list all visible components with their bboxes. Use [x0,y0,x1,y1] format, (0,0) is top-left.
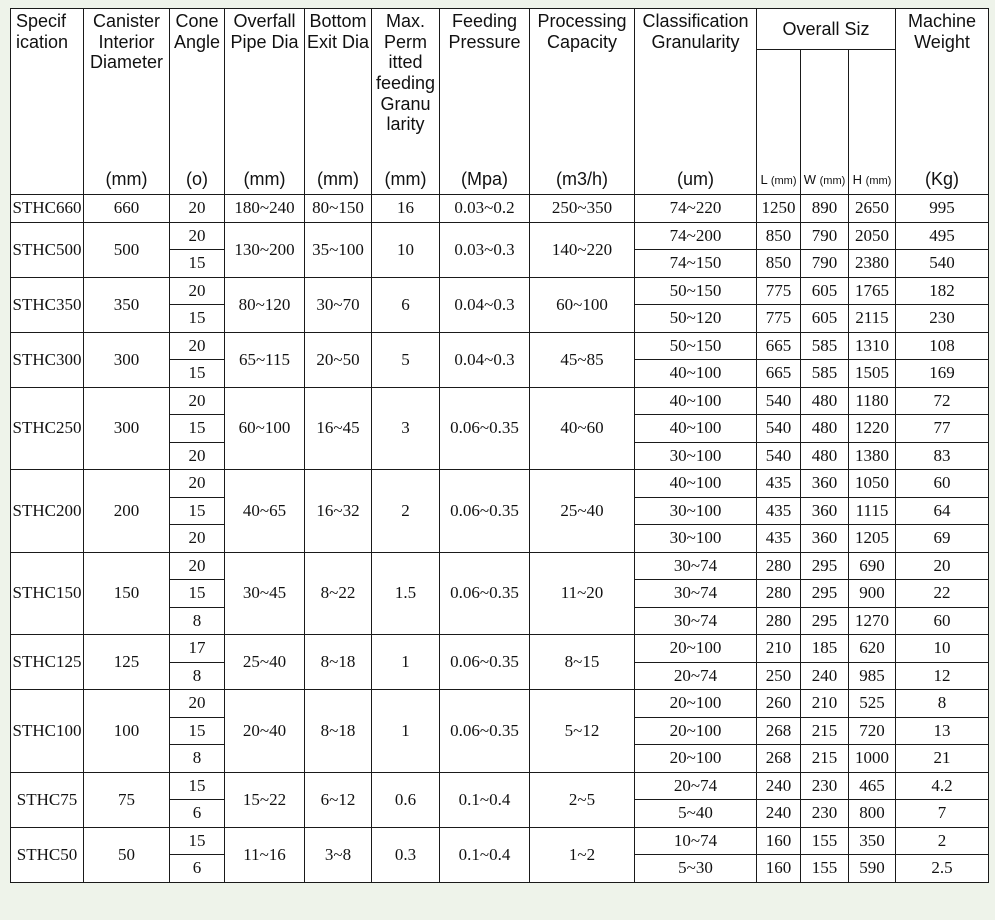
classification-granularity-cell: 40~100 [635,387,757,415]
max-granularity-cell: 2 [372,470,440,553]
overfall-pipe-cell: 180~240 [225,195,305,223]
feeding-pressure-cell: 0.06~0.35 [440,387,530,470]
bottom-exit-cell: 20~50 [305,332,372,387]
width-cell: 210 [801,690,849,718]
height-cell: 1380 [849,442,896,470]
width-cell: 215 [801,717,849,745]
height-cell: 690 [849,552,896,580]
header-specification [11,9,84,195]
header-unit: (um) [677,169,714,190]
machine-weight-cell: 108 [896,332,989,360]
width-cell: 295 [801,607,849,635]
processing-capacity-cell: 250~350 [530,195,635,223]
header-width [801,50,849,195]
header-overall-size: Overall Siz [757,9,896,50]
classification-granularity-cell: 74~220 [635,195,757,223]
width-cell: 155 [801,827,849,855]
dim-label: W [803,172,816,188]
overfall-pipe-cell: 60~100 [225,387,305,470]
machine-weight-cell: 60 [896,470,989,498]
dim-label: H [852,172,863,188]
length-cell: 435 [757,525,801,553]
length-cell: 665 [757,360,801,388]
height-cell: 1270 [849,607,896,635]
canister-diameter-cell: 350 [84,277,170,332]
length-cell: 268 [757,717,801,745]
machine-weight-cell: 230 [896,305,989,333]
length-cell: 435 [757,497,801,525]
max-granularity-cell: 0.6 [372,772,440,827]
dim-unit: (mm) [865,175,892,188]
height-cell: 800 [849,800,896,828]
bottom-exit-cell: 16~32 [305,470,372,553]
classification-granularity-cell: 20~100 [635,745,757,773]
length-cell: 250 [757,662,801,690]
processing-capacity-cell: 25~40 [530,470,635,553]
classification-granularity-cell: 20~74 [635,662,757,690]
header-overfall-pipe-dia [225,9,305,195]
bottom-exit-cell: 8~18 [305,690,372,773]
feeding-pressure-cell: 0.03~0.3 [440,222,530,277]
cone-angle-cell: 15 [170,772,225,800]
machine-weight-cell: 995 [896,195,989,223]
cone-angle-cell: 15 [170,250,225,278]
header-unit: (mm) [105,169,148,190]
height-cell: 2380 [849,250,896,278]
height-cell: 900 [849,580,896,608]
feeding-pressure-cell: 0.04~0.3 [440,277,530,332]
classification-granularity-cell: 5~40 [635,800,757,828]
max-granularity-cell: 1 [372,690,440,773]
canister-diameter-cell: 50 [84,827,170,882]
spec-cell: STHC660 [11,195,84,223]
classification-granularity-cell: 30~100 [635,497,757,525]
classification-granularity-cell: 30~74 [635,552,757,580]
cone-angle-cell: 20 [170,470,225,498]
overfall-pipe-cell: 65~115 [225,332,305,387]
cone-angle-cell: 15 [170,580,225,608]
spec-cell: STHC75 [11,772,84,827]
header-unit: (mm) [317,169,359,190]
length-cell: 775 [757,305,801,333]
header-unit: (Mpa) [460,169,508,190]
canister-diameter-cell: 300 [84,387,170,470]
processing-capacity-cell: 2~5 [530,772,635,827]
overfall-pipe-cell: 40~65 [225,470,305,553]
width-cell: 230 [801,772,849,800]
classification-granularity-cell: 10~74 [635,827,757,855]
height-cell: 1765 [849,277,896,305]
header-title: Canister Interior Diameter [89,11,164,73]
header-max-granularity [372,9,440,195]
machine-weight-cell: 21 [896,745,989,773]
feeding-pressure-cell: 0.04~0.3 [440,332,530,387]
header-title: Cone Angle [173,11,221,52]
table-row [11,195,989,223]
header-unit: (Kg) [924,169,959,190]
classification-granularity-cell: 74~200 [635,222,757,250]
header-length [757,50,801,195]
bottom-exit-cell: 3~8 [305,827,372,882]
length-cell: 1250 [757,195,801,223]
header-title: Max. Perm itted feeding Granu larity [375,11,436,135]
height-cell: 1505 [849,360,896,388]
bottom-exit-cell: 8~22 [305,552,372,635]
height-cell: 2650 [849,195,896,223]
header-title: Feeding Pressure [448,11,521,52]
cone-angle-cell: 20 [170,222,225,250]
header-unit: (o) [186,169,208,190]
length-cell: 665 [757,332,801,360]
width-cell: 295 [801,580,849,608]
max-granularity-cell: 16 [372,195,440,223]
spec-cell: STHC350 [11,277,84,332]
spec-cell: STHC300 [11,332,84,387]
height-cell: 350 [849,827,896,855]
header-title: Processing Capacity [537,11,627,52]
width-cell: 605 [801,305,849,333]
length-cell: 280 [757,580,801,608]
spec-cell: STHC250 [11,387,84,470]
classification-granularity-cell: 30~100 [635,442,757,470]
height-cell: 1000 [849,745,896,773]
cone-angle-cell: 15 [170,305,225,333]
feeding-pressure-cell: 0.06~0.35 [440,552,530,635]
height-cell: 2115 [849,305,896,333]
table-row [11,827,989,855]
cone-angle-cell: 20 [170,332,225,360]
feeding-pressure-cell: 0.06~0.35 [440,635,530,690]
height-cell: 1205 [849,525,896,553]
width-cell: 360 [801,470,849,498]
cone-angle-cell: 20 [170,552,225,580]
machine-weight-cell: 4.2 [896,772,989,800]
bottom-exit-cell: 80~150 [305,195,372,223]
length-cell: 435 [757,470,801,498]
overfall-pipe-cell: 25~40 [225,635,305,690]
max-granularity-cell: 0.3 [372,827,440,882]
machine-weight-cell: 540 [896,250,989,278]
width-cell: 585 [801,332,849,360]
classification-granularity-cell: 40~100 [635,470,757,498]
cone-angle-cell: 15 [170,415,225,443]
height-cell: 985 [849,662,896,690]
classification-granularity-cell: 50~120 [635,305,757,333]
length-cell: 268 [757,745,801,773]
header-feeding-pressure [440,9,530,195]
overfall-pipe-cell: 20~40 [225,690,305,773]
classification-granularity-cell: 50~150 [635,332,757,360]
canister-diameter-cell: 660 [84,195,170,223]
cone-angle-cell: 20 [170,525,225,553]
table-row [11,470,989,498]
height-cell: 1050 [849,470,896,498]
canister-diameter-cell: 125 [84,635,170,690]
machine-weight-cell: 83 [896,442,989,470]
width-cell: 360 [801,497,849,525]
header-unit: (mm) [243,169,286,190]
canister-diameter-cell: 500 [84,222,170,277]
processing-capacity-cell: 5~12 [530,690,635,773]
max-granularity-cell: 6 [372,277,440,332]
spec-cell: STHC200 [11,470,84,553]
overfall-pipe-cell: 15~22 [225,772,305,827]
length-cell: 210 [757,635,801,663]
spec-table-body [11,195,989,883]
processing-capacity-cell: 60~100 [530,277,635,332]
max-granularity-cell: 5 [372,332,440,387]
header-processing-capacity [530,9,635,195]
header-title: Specif ication [16,11,69,52]
length-cell: 280 [757,607,801,635]
spec-table [10,8,989,883]
height-cell: 1220 [849,415,896,443]
classification-granularity-cell: 40~100 [635,360,757,388]
length-cell: 160 [757,855,801,883]
canister-diameter-cell: 150 [84,552,170,635]
bottom-exit-cell: 30~70 [305,277,372,332]
header-title: Bottom Exit Dia [306,11,369,52]
cone-angle-cell: 6 [170,855,225,883]
header-classification-granularity [635,9,757,195]
machine-weight-cell: 60 [896,607,989,635]
cone-angle-cell: 17 [170,635,225,663]
dim-unit: (mm) [819,175,846,188]
width-cell: 360 [801,525,849,553]
spec-cell: STHC500 [11,222,84,277]
spec-cell: STHC125 [11,635,84,690]
machine-weight-cell: 10 [896,635,989,663]
width-cell: 295 [801,552,849,580]
machine-weight-cell: 2 [896,827,989,855]
length-cell: 280 [757,552,801,580]
table-row [11,552,989,580]
classification-granularity-cell: 30~74 [635,607,757,635]
classification-granularity-cell: 5~30 [635,855,757,883]
dim-label: L [760,172,768,188]
length-cell: 850 [757,250,801,278]
machine-weight-cell: 13 [896,717,989,745]
classification-granularity-cell: 30~100 [635,525,757,553]
classification-granularity-cell: 74~150 [635,250,757,278]
classification-granularity-cell: 20~74 [635,772,757,800]
width-cell: 790 [801,222,849,250]
feeding-pressure-cell: 0.03~0.2 [440,195,530,223]
length-cell: 240 [757,800,801,828]
header-cone-angle [170,9,225,195]
machine-weight-cell: 69 [896,525,989,553]
cone-angle-cell: 20 [170,195,225,223]
machine-weight-cell: 22 [896,580,989,608]
cone-angle-cell: 20 [170,690,225,718]
height-cell: 2050 [849,222,896,250]
width-cell: 480 [801,387,849,415]
machine-weight-cell: 72 [896,387,989,415]
classification-granularity-cell: 20~100 [635,635,757,663]
table-row [11,772,989,800]
table-row [11,332,989,360]
feeding-pressure-cell: 0.06~0.35 [440,470,530,553]
max-granularity-cell: 10 [372,222,440,277]
bottom-exit-cell: 6~12 [305,772,372,827]
header-unit: (m3/h) [555,169,608,190]
processing-capacity-cell: 11~20 [530,552,635,635]
bottom-exit-cell: 16~45 [305,387,372,470]
header-title: Classification Granularity [642,11,749,52]
cone-angle-cell: 8 [170,607,225,635]
machine-weight-cell: 77 [896,415,989,443]
spec-cell: STHC150 [11,552,84,635]
feeding-pressure-cell: 0.1~0.4 [440,772,530,827]
processing-capacity-cell: 140~220 [530,222,635,277]
max-granularity-cell: 1 [372,635,440,690]
cone-angle-cell: 8 [170,745,225,773]
canister-diameter-cell: 200 [84,470,170,553]
spec-cell: STHC50 [11,827,84,882]
overfall-pipe-cell: 30~45 [225,552,305,635]
height-cell: 525 [849,690,896,718]
cone-angle-cell: 15 [170,717,225,745]
machine-weight-cell: 182 [896,277,989,305]
height-cell: 590 [849,855,896,883]
width-cell: 230 [801,800,849,828]
cone-angle-cell: 20 [170,442,225,470]
overfall-pipe-cell: 130~200 [225,222,305,277]
header-canister-diameter [84,9,170,195]
height-cell: 1115 [849,497,896,525]
width-cell: 240 [801,662,849,690]
canister-diameter-cell: 75 [84,772,170,827]
header-height [849,50,896,195]
machine-weight-cell: 64 [896,497,989,525]
header-machine-weight [896,9,989,195]
width-cell: 790 [801,250,849,278]
height-cell: 620 [849,635,896,663]
machine-weight-cell: 12 [896,662,989,690]
width-cell: 215 [801,745,849,773]
bottom-exit-cell: 35~100 [305,222,372,277]
machine-weight-cell: 7 [896,800,989,828]
feeding-pressure-cell: 0.06~0.35 [440,690,530,773]
length-cell: 540 [757,387,801,415]
machine-weight-cell: 2.5 [896,855,989,883]
width-cell: 605 [801,277,849,305]
header-unit: (mm) [384,169,427,190]
processing-capacity-cell: 40~60 [530,387,635,470]
table-row [11,387,989,415]
classification-granularity-cell: 20~100 [635,690,757,718]
spec-cell: STHC100 [11,690,84,773]
classification-granularity-cell: 50~150 [635,277,757,305]
length-cell: 240 [757,772,801,800]
cone-angle-cell: 20 [170,277,225,305]
table-row [11,222,989,250]
width-cell: 155 [801,855,849,883]
canister-diameter-cell: 300 [84,332,170,387]
height-cell: 1310 [849,332,896,360]
overfall-pipe-cell: 11~16 [225,827,305,882]
length-cell: 540 [757,442,801,470]
length-cell: 160 [757,827,801,855]
length-cell: 850 [757,222,801,250]
machine-weight-cell: 8 [896,690,989,718]
machine-weight-cell: 169 [896,360,989,388]
header-title: Machine Weight [907,11,977,52]
machine-weight-cell: 20 [896,552,989,580]
cone-angle-cell: 20 [170,387,225,415]
classification-granularity-cell: 40~100 [635,415,757,443]
dim-unit: (mm) [770,175,797,188]
cone-angle-cell: 15 [170,360,225,388]
classification-granularity-cell: 30~74 [635,580,757,608]
width-cell: 480 [801,415,849,443]
height-cell: 465 [849,772,896,800]
processing-capacity-cell: 45~85 [530,332,635,387]
cone-angle-cell: 6 [170,800,225,828]
classification-granularity-cell: 20~100 [635,717,757,745]
cone-angle-cell: 15 [170,827,225,855]
width-cell: 185 [801,635,849,663]
cone-angle-cell: 15 [170,497,225,525]
feeding-pressure-cell: 0.1~0.4 [440,827,530,882]
bottom-exit-cell: 8~18 [305,635,372,690]
processing-capacity-cell: 8~15 [530,635,635,690]
width-cell: 480 [801,442,849,470]
max-granularity-cell: 1.5 [372,552,440,635]
cone-angle-cell: 8 [170,662,225,690]
machine-weight-cell: 495 [896,222,989,250]
length-cell: 260 [757,690,801,718]
canister-diameter-cell: 100 [84,690,170,773]
table-row [11,277,989,305]
header-bottom-exit-dia [305,9,372,195]
max-granularity-cell: 3 [372,387,440,470]
overfall-pipe-cell: 80~120 [225,277,305,332]
width-cell: 890 [801,195,849,223]
width-cell: 585 [801,360,849,388]
header-title: Overfall Pipe Dia [230,11,299,52]
table-row [11,690,989,718]
height-cell: 720 [849,717,896,745]
length-cell: 540 [757,415,801,443]
processing-capacity-cell: 1~2 [530,827,635,882]
height-cell: 1180 [849,387,896,415]
table-row [11,635,989,663]
length-cell: 775 [757,277,801,305]
